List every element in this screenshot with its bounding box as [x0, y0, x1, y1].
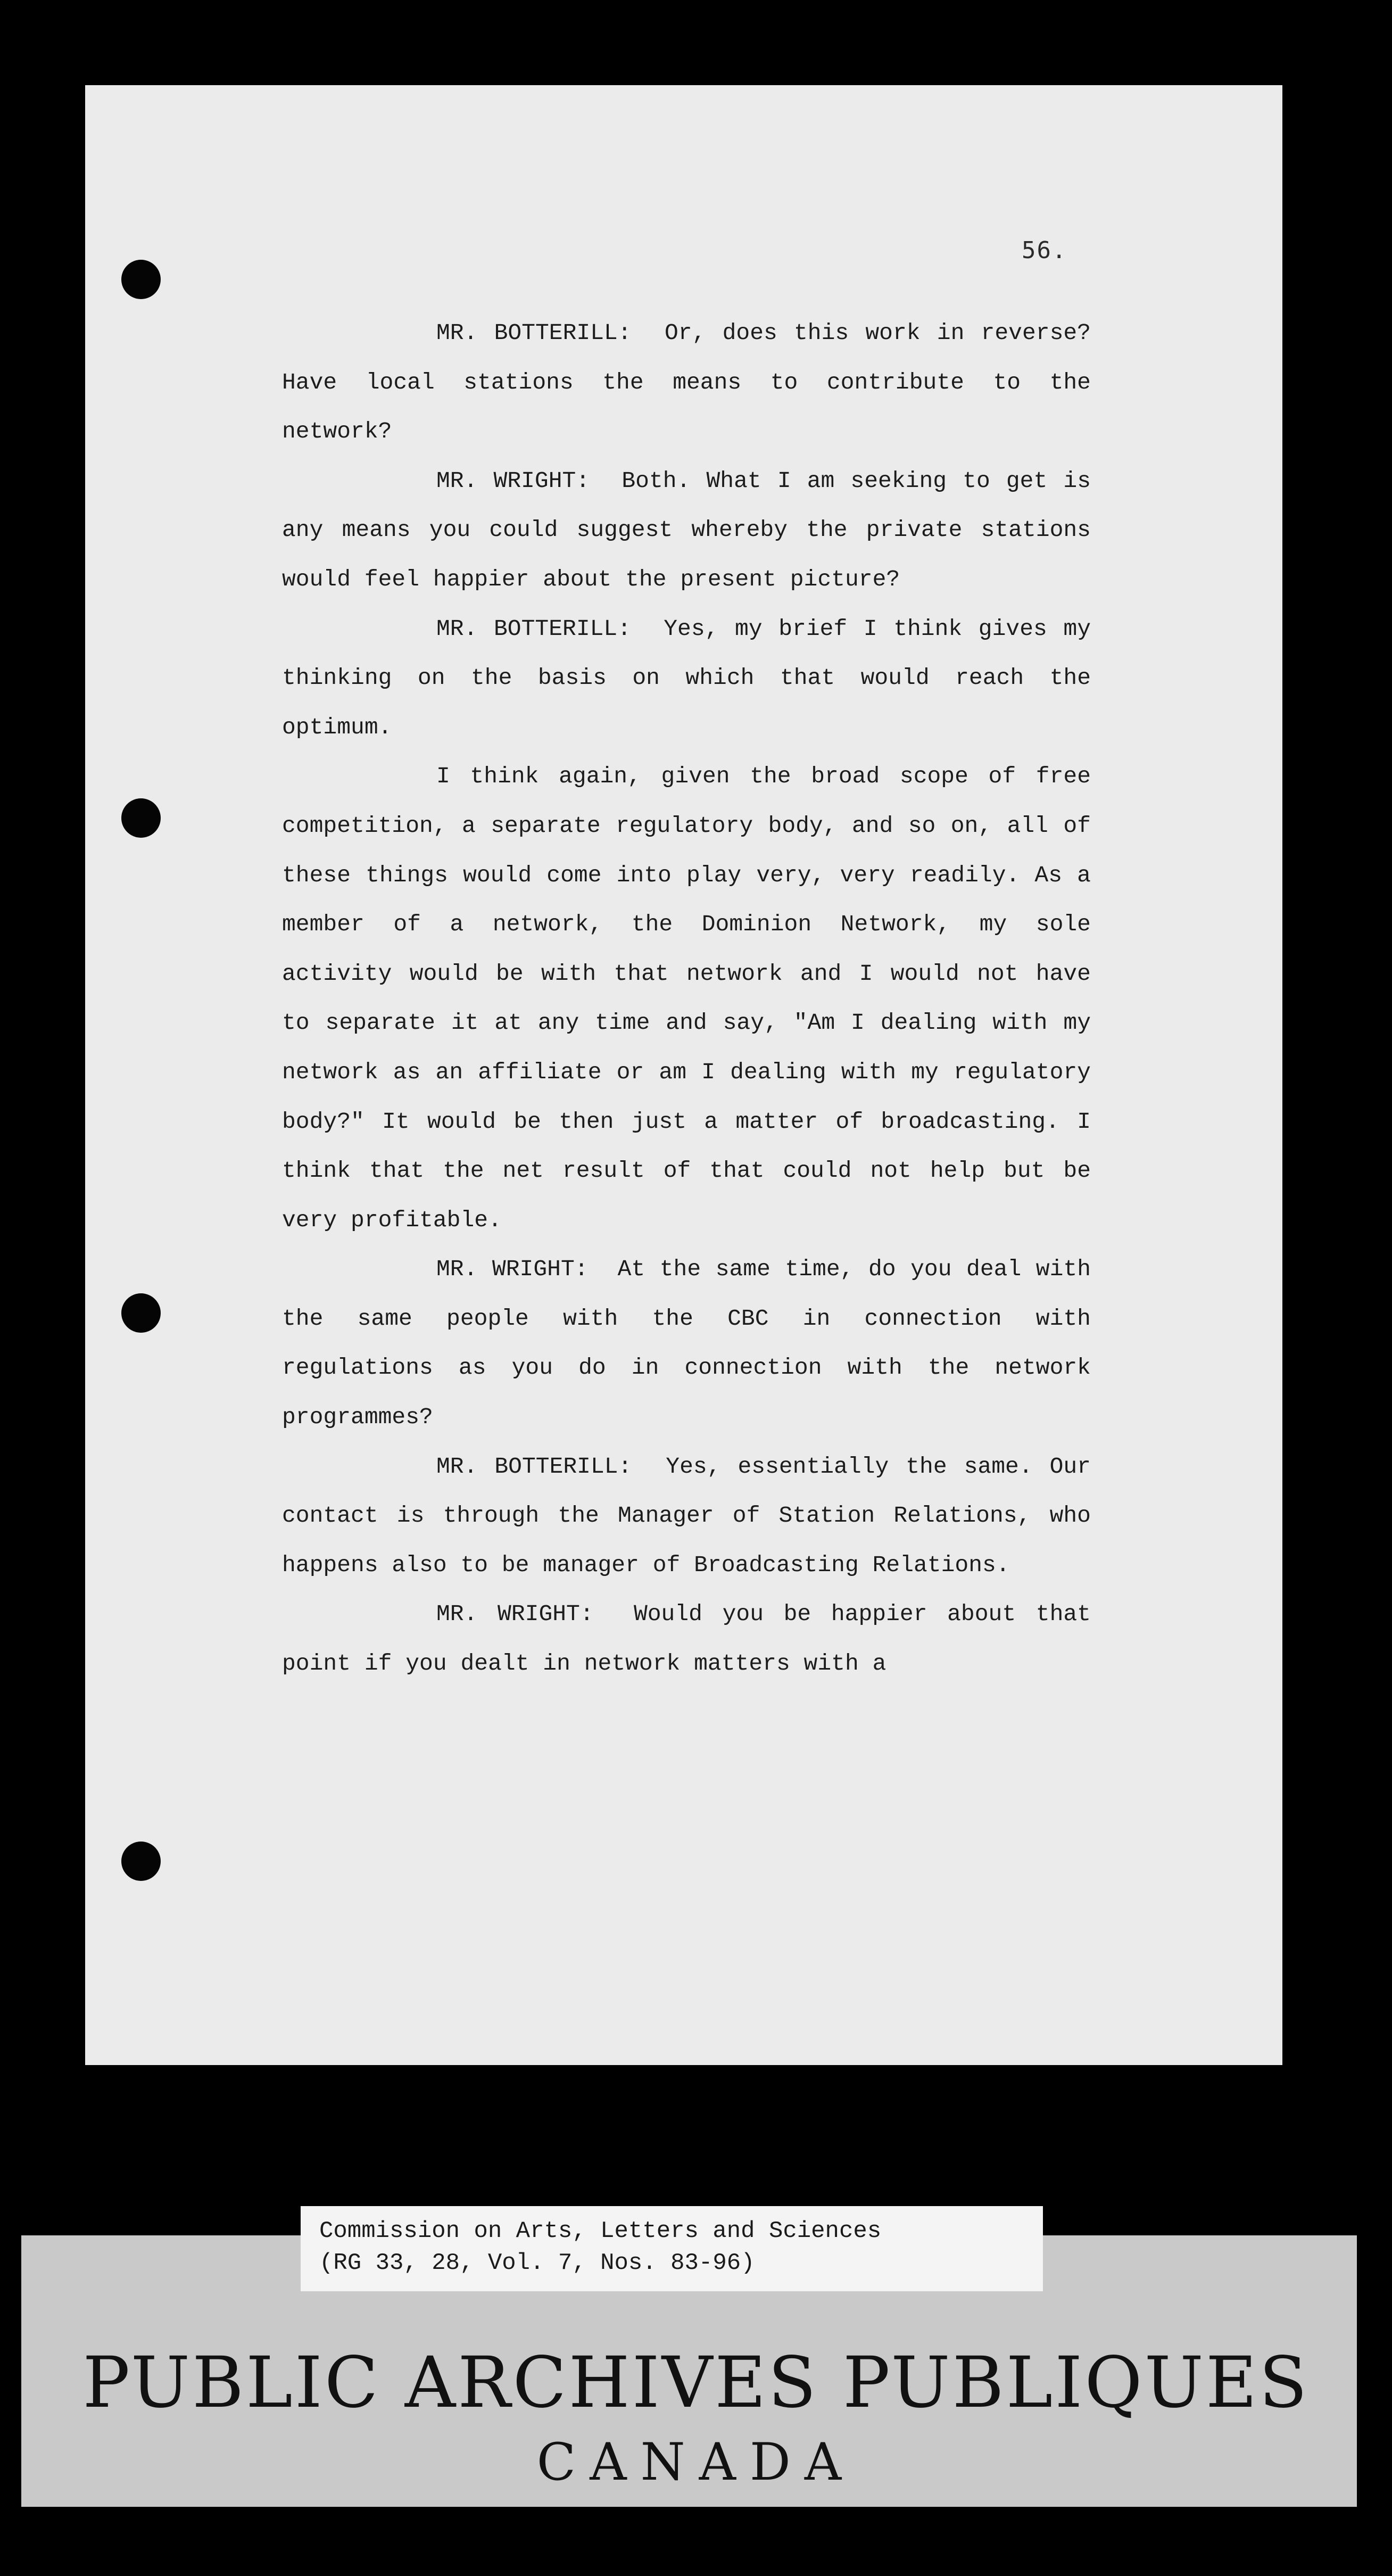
paragraph-text: Would you be happier about that point if you dealt in network matters with a	[282, 1601, 1091, 1677]
paragraph-text: Both. What I am seeking to get is any means you could suggest whereby the private stations would feel happier about the present picture?	[282, 467, 1091, 592]
speaker-label: MR. BOTTERILL:	[436, 320, 632, 346]
speaker-label: MR. WRIGHT:	[436, 1601, 594, 1628]
archive-label-card	[301, 2206, 1043, 2291]
speaker-label: MR. WRIGHT:	[436, 1256, 589, 1283]
paragraph-text: At the same time, do you deal with the same people with the CBC in connection with regulations as you do in connection with the network programmes?	[282, 1256, 1091, 1431]
punch-hole-2	[121, 798, 161, 838]
paragraph	[282, 1245, 1091, 1442]
paragraph-text: Or, does this work in reverse? Have local stations the means to contribute to the network?	[282, 320, 1091, 445]
paragraph	[282, 1442, 1091, 1590]
paragraph	[282, 605, 1091, 753]
speaker-label: MR. WRIGHT:	[436, 467, 590, 494]
paragraph	[282, 457, 1091, 605]
archive-stamp-subtitle: CANADA	[536, 2432, 856, 2492]
paragraph	[282, 752, 1091, 1245]
paragraph	[282, 309, 1091, 457]
archive-label-line-1: Commission on Arts, Letters and Sciences	[319, 2218, 882, 2244]
speaker-label: MR. BOTTERILL:	[436, 615, 632, 642]
paragraph-text: I think again, given the broad scope of free competition, a separate regulatory body, and so on, all of these things would come into play very, very readily. As a member of a network, the Dominion Network, my sole activity would be with that network and I would not have to separate it at any time and say, "Am I dealing with my network as an affiliate or am I dealing with my regulatory body?" It would be then just a matter of broadcasting. I think that the net result of that could not help but be very profitable.	[282, 763, 1091, 1233]
archive-stamp-title: PUBLIC ARCHIVES PUBLIQUES	[82, 2342, 1310, 2424]
punch-hole-3	[121, 1293, 161, 1333]
paragraph	[282, 1590, 1091, 1688]
paragraph-text: Yes, essentially the same. Our contact is through the Manager of Station Relations, who happens also to be manager of Broadcasting Relations.	[282, 1453, 1091, 1578]
paragraph-text: Yes, my brief I think gives my thinking on the basis on which that would reach the optimum.	[282, 615, 1091, 740]
speaker-label: MR. BOTTERILL:	[436, 1453, 632, 1480]
page-number: 56.	[1022, 237, 1067, 264]
archive-label-line-2: (RG 33, 28, Vol. 7, Nos. 83-96)	[319, 2250, 755, 2276]
punch-hole-4	[121, 1842, 161, 1881]
transcript-body	[282, 309, 1091, 1689]
punch-hole-1	[121, 260, 161, 299]
